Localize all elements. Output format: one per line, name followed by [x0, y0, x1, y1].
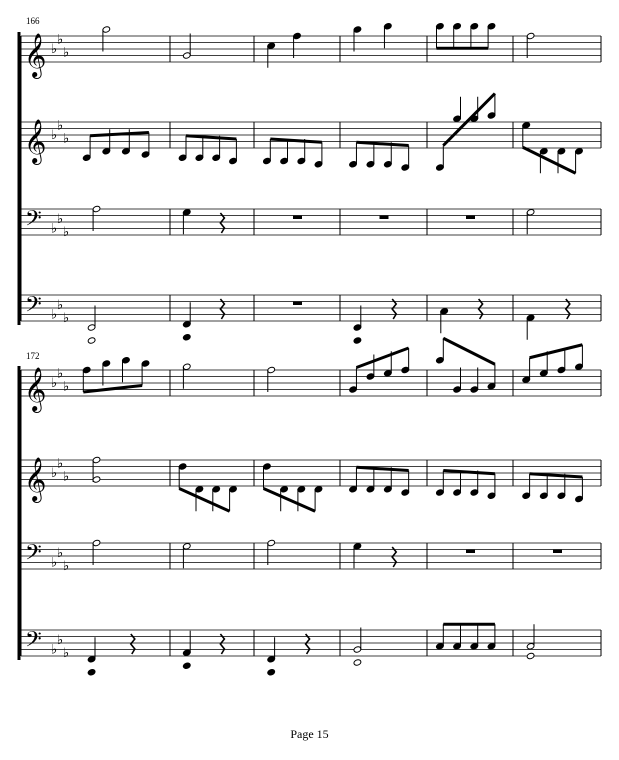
bass-clef-icon: 𝄢 [25, 206, 42, 237]
quarter-rest [479, 299, 483, 319]
quarter-rest [306, 634, 310, 654]
quarter-rest [220, 213, 224, 233]
note-beam [356, 142, 408, 145]
quarter-rest [220, 299, 224, 319]
flat-sign: ♭ [57, 456, 64, 472]
note-beam [530, 474, 583, 477]
flat-sign: ♭ [51, 642, 58, 658]
whole-rest [466, 550, 475, 554]
note-head [87, 337, 96, 344]
quarter-rest [220, 634, 224, 654]
flat-sign: ♭ [63, 224, 70, 240]
note-beam [523, 147, 576, 173]
treble-clef-icon: 𝄞 [24, 457, 47, 501]
note-beam [186, 136, 236, 139]
page-number: Page 15 [290, 727, 329, 741]
quarter-rest [566, 299, 570, 319]
note-beam [530, 345, 583, 358]
bass-clef-icon: 𝄢 [25, 292, 42, 323]
flat-sign: ♭ [57, 32, 64, 48]
note-beam [264, 489, 316, 512]
whole-rest [380, 216, 389, 220]
note-head [526, 652, 535, 659]
note-beam [179, 489, 229, 512]
quarter-rest [131, 634, 135, 654]
note-head [183, 662, 192, 669]
note-head [267, 669, 276, 676]
flat-sign: ♭ [51, 376, 58, 391]
note-beam [443, 338, 495, 364]
system-2-measure-number: 172 [26, 351, 40, 361]
flat-sign: ♭ [51, 466, 58, 481]
flat-sign: ♭ [51, 128, 58, 143]
note-beam [356, 348, 408, 368]
note-head [183, 334, 192, 341]
quarter-rest [392, 547, 396, 567]
flat-sign: ♭ [57, 545, 64, 561]
flat-sign: ♭ [51, 221, 58, 237]
note-beam [356, 467, 408, 470]
flat-sign: ♭ [57, 366, 64, 382]
flat-sign: ♭ [57, 632, 64, 648]
bass-clef-icon: 𝄢 [25, 540, 42, 571]
note-beam [83, 386, 142, 393]
flat-sign: ♭ [57, 118, 64, 134]
treble-clef-icon: 𝄞 [24, 367, 47, 411]
flat-sign: ♭ [57, 297, 64, 313]
flat-sign: ♭ [63, 645, 70, 661]
note-head [353, 337, 362, 344]
flat-sign: ♭ [51, 307, 58, 323]
treble-clef-icon: 𝄞 [24, 33, 47, 77]
note-beam [443, 94, 495, 146]
flat-sign: ♭ [63, 469, 70, 485]
whole-rest [293, 216, 302, 220]
whole-rest [553, 550, 562, 554]
treble-clef-icon: 𝄞 [24, 119, 47, 163]
flat-sign: ♭ [63, 558, 70, 574]
whole-rest [293, 302, 302, 306]
flat-sign: ♭ [57, 211, 64, 227]
note-head [87, 669, 96, 676]
flat-sign: ♭ [63, 45, 70, 61]
note-head [353, 659, 362, 666]
flat-sign: ♭ [63, 131, 70, 147]
system-1-measure-number: 166 [26, 16, 40, 26]
flat-sign: ♭ [63, 310, 70, 326]
flat-sign: ♭ [51, 42, 58, 57]
flat-sign: ♭ [51, 555, 58, 571]
flat-sign: ♭ [63, 379, 70, 395]
whole-rest [466, 216, 475, 220]
quarter-rest [392, 299, 396, 319]
bass-clef-icon: 𝄢 [25, 627, 42, 658]
